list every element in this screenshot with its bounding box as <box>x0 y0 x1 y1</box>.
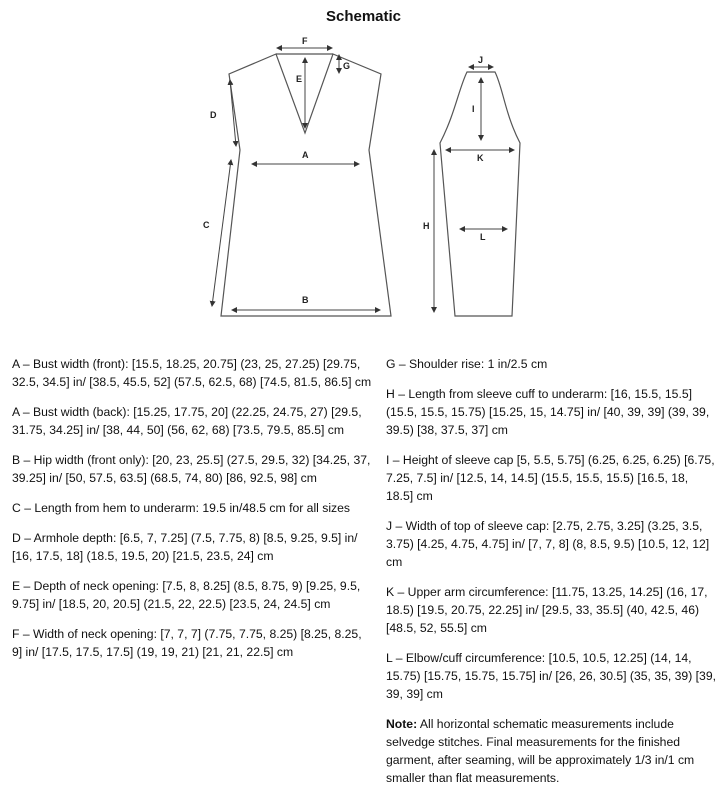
dimension-labels <box>203 36 486 305</box>
schematic-diagram <box>0 0 727 340</box>
label-h: H <box>423 221 430 231</box>
measurement-j: J – Width of top of sleeve cap: [2.75, 2.75, 3.25] (3.25, 3.5, 3.75) [4.25, 4.75, 4.75] in/ [7, 7, 8] (8, 8.5, 9.5) [10.5, 12, 12] cm <box>386 519 710 569</box>
measurement-i: I – Height of sleeve cap [5, 5.5, 5.75] (6.25, 6.25, 6.25) [6.75, 7.25, 7.5] in/ [12.5, 14, 14.5] (15.5, 15.5, 15.5) [16.5, 18, 18.5] cm <box>386 453 715 503</box>
label-d: D <box>210 110 217 120</box>
measurement-h: H – Length from sleeve cuff to underarm: [16, 15.5, 15.5] (15.5, 15.5, 15.75) [15.25, 15, 14.75] in/ [40, 39, 39] (39, 39, 39.5) [38, 37.5, 37] cm <box>386 387 710 437</box>
body-piece <box>221 54 391 316</box>
label-f: F <box>302 36 308 46</box>
measurement-b: B – Hip width (front only): [20, 23, 25.5] (27.5, 29.5, 32) [34.25, 37, 39.25] in/ [50, 57.5, 63.5] (68.5, 74, 80) [86, 92.5, 98] cm <box>12 453 371 485</box>
measurements-right-column <box>386 355 716 799</box>
label-l: L <box>480 232 486 242</box>
label-i: I <box>472 104 475 114</box>
note-paragraph <box>386 715 716 787</box>
measurement-k: K – Upper arm circumference: [11.75, 13.25, 14.25] (16, 17, 18.5) [19.5, 20.75, 22.25] in/ [29.5, 33, 35.5] (40, 42.5, 46) [48.5, 52, 55.5] cm <box>386 585 708 635</box>
body-outline <box>221 54 391 316</box>
measurement-c: C – Length from hem to underarm: 19.5 in/48.5 cm for all sizes <box>12 501 351 515</box>
label-k: K <box>477 153 484 163</box>
measurement-g: G – Shoulder rise: 1 in/2.5 cm <box>386 357 548 371</box>
page-title: Schematic <box>325 8 402 25</box>
label-e: E <box>296 74 303 84</box>
sleeve-outline <box>440 72 520 316</box>
note-label: Note: <box>386 717 418 731</box>
measurement-d: D – Armhole depth: [6.5, 7, 7.25] (7.5, 7.75, 8) [8.5, 9.25, 9.5] in/ [16, 17.5, 18] (18.5, 19.5, 20) [21.5, 23.5, 24] cm <box>12 531 358 563</box>
measurement-f: F – Width of neck opening: [7, 7, 7] (7.75, 7.75, 8.25) [8.25, 8.25, 9] in/ [17.5, 17.5, 17.5] (19, 19, 21) [21, 21, 22.5] cm <box>12 627 362 659</box>
dim-c <box>212 160 231 306</box>
sleeve-piece <box>440 72 520 316</box>
label-j: J <box>478 55 484 65</box>
label-c: C <box>203 220 210 230</box>
measurement-l: L – Elbow/cuff circumference: [10.5, 10.5, 12.25] (14, 14, 15.75) [15.75, 15.75, 15.75] in/ [26, 26, 30.5] (35, 35, 39) [39, 39, 39] cm <box>386 651 716 701</box>
measurement-a-front: A – Bust width (front): [15.5, 18.25, 20.75] (23, 25, 27.25) [29.75, 32.5, 34.5] in/ [38.5, 45.5, 52] (57.5, 62.5, 68) [74.5, 81.5, 86.5] cm <box>12 357 372 389</box>
measurement-e: E – Depth of neck opening: [7.5, 8, 8.25] (8.5, 8.75, 9) [9.25, 9.5, 9.75] in/ [18.5, 20, 20.5] (21.5, 22, 22.5) [23.5, 24, 24.5] cm <box>12 579 361 611</box>
label-g: G <box>343 61 351 71</box>
label-a: A <box>302 150 309 160</box>
measurement-a-back: A – Bust width (back): [15.25, 17.75, 20] (22.25, 24.75, 27) [29.5, 31.75, 34.25] in/ [38, 44, 50] (56, 62, 68) [73.5, 79.5, 85.5] cm <box>12 405 362 437</box>
measurements-left-column <box>12 355 372 673</box>
label-b: B <box>302 295 309 305</box>
note-text: All horizontal schematic measurements include selvedge stitches. Final measurements for the finished garment, after seaming, will be approximately 1/3 in/1 cm smaller than flat measurements. <box>386 717 695 785</box>
